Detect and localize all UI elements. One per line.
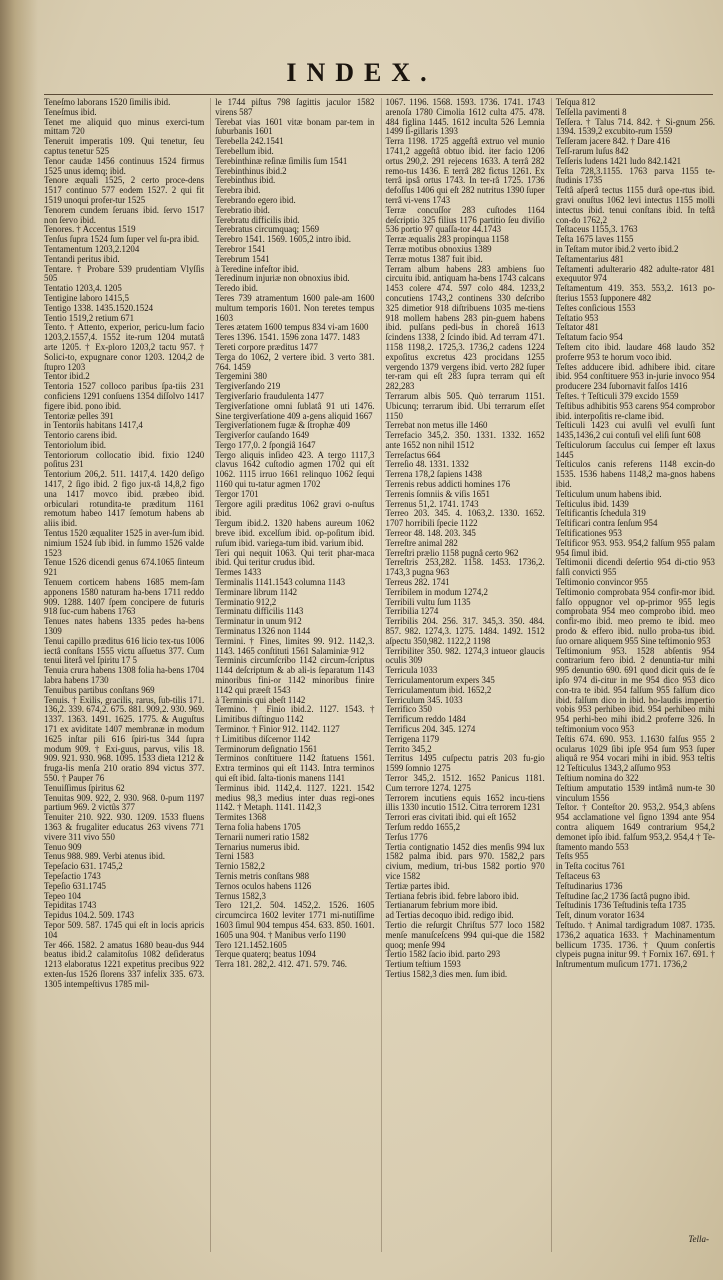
index-entry: Terrori eras civitati ibid. qui eſt 1652 xyxy=(385,812,517,823)
index-entry: Teſticulorum ſacculus cui ſemper eſt laxus 1445 xyxy=(555,439,715,460)
index-entry: Tergore agili præditus 1062 gravi o-nuſtus ibid. xyxy=(215,498,375,519)
index-entry: Tero 121.1452.1605 xyxy=(215,939,287,950)
index-entry: Teredinum injuriæ non obnoxius ibid. xyxy=(215,273,350,284)
index-entry: Teſticulos canis referens 1148 excin-do 1535. 1536 habens 1148,2 ma-gnos habens ibid. xyxy=(555,459,715,490)
index-entry: Tenores. † Accentus 1519 xyxy=(44,224,136,235)
index-entry: Terreſio 48. 1331. 1332 xyxy=(385,459,469,470)
index-entry: Tergum ibid.2. 1320 habens aureum 1062 breve ibid. excelſum ibid. op-poſitum ibid. ruſum ibid. variega-tum ibid. varium ibid. xyxy=(215,518,375,548)
index-entry: Terminatur in unum 912 xyxy=(215,616,302,627)
index-entry: Tertius 1582,3 dies men. ſum ibid. xyxy=(385,968,508,979)
index-entry: Terrena 178,2 ſapiens 1438 xyxy=(385,469,482,480)
index-entry: Tenuibus partibus conſtans 969 xyxy=(44,684,155,695)
index-entry: Tentio 1519,2 retium 671 xyxy=(44,312,135,323)
index-entry: Teſtor. † Conteſtor 20. 953,2. 954,3 abſens 954 acclamatione vel ſigno 1394 ante 954 contra aliquem 1649 contrarium 954,2 demonet ipſo ibid. falſum 953,2. 954,4 † Te-ſtamento mando 553 xyxy=(555,802,715,852)
index-entry: Teſtamenti adulterario 482 adulte-rator 481 exequutor 974 xyxy=(555,263,715,284)
index-entry: Tentor ibid.2 xyxy=(44,371,90,382)
index-entry: Teſtificor 953. 953. 954,2 falſum 955 palam 954 ſimul ibid. xyxy=(555,537,715,558)
index-entry: Tentorium 206,2. 511. 1417,4. 1420 deſigo 1417, 2 ſigo ibid. 2 figo jux-tâ 14,8,2 figo una 1417 movco ibid. præbeo ibid. orbiculari rotundita-te præditum 1161 remotum habeo 1417 ſemotum habens ab aliis ibid. xyxy=(44,469,205,529)
index-entry: Teſtes conſicious 1553 xyxy=(555,302,636,313)
index-entry: Teſtamentum 419. 353. 553,2. 1613 po-ſterius 1553 ſupponere 482 xyxy=(555,283,715,303)
index-entry: Tentoriolum ibid. xyxy=(44,439,106,450)
index-entry: Teneſmo laborans 1520 ſimilis ibid. xyxy=(44,98,171,107)
index-entry: Teſtis 674. 690. 953. 1.1630 falſus 955 2 ocularus 1029 ſibi ipſe 954 ſum 953 ſuper aliquâ re 954 vocari mihi in ibid. 953 teſtis 12 Teſticulus 1343,2 aſſumo 953 xyxy=(555,733,715,774)
index-entry: † Limitibus diſcernor 1142 xyxy=(215,733,311,744)
index-entry: Terminis circumſcribo 1142 circum-ſcriptus 1144 deſcriptum & ab ali-is ſeparatum 1143 minoribus fini-or 1142 minoribus finire 1142 qui præeſt 1543 xyxy=(215,655,375,695)
index-entry: Ternio 1582,2 xyxy=(215,861,265,872)
index-entry: Tertia contignatio 1452 dies menſis 994 lux 1582 palma ibid. pars 970. 1582,2 pars civium, medium, tri-bus 1582 portio 970 vice 1582 xyxy=(385,841,545,881)
index-entry: Terebratu difficilis ibid. xyxy=(215,214,300,225)
index-entry: Terribili vultu ſum 1135 xyxy=(385,596,471,607)
index-column-1 xyxy=(40,98,204,1252)
index-entry: Tepeſactio 1743 xyxy=(44,870,101,881)
index-entry: Terrenis ſomniis & viſis 1651 xyxy=(385,488,490,499)
index-entry: Terminare librum 1142 xyxy=(215,586,298,597)
catchword: Tella- xyxy=(688,1234,709,1244)
index-entry: Terque quaterq; beatus 1094 xyxy=(215,949,316,960)
index-entry: Teſta 728,3.1155. 1763 parva 1155 te-ſtudinis 1735 xyxy=(555,165,715,186)
index-entry: Teſſ-rarum luſus 842 xyxy=(555,145,629,156)
index-entry: Teſtudine ſac,2 1736 ſactâ pugno ibid. xyxy=(555,890,690,901)
index-entry: Terminalis 1141.1543 columna 1143 xyxy=(215,577,346,588)
index-entry: Terebinthus ibid. xyxy=(215,175,276,186)
index-entry: Tepor 509. 587. 1745 qui eſt in locis apricis 104 xyxy=(44,919,205,940)
index-entry: Terſus 1776 xyxy=(385,831,428,842)
index-entry: Terminatu difficilis 1143 xyxy=(215,606,304,617)
index-entry: Terreſtris 253,282. 1158. 1453. 1736,2. 1743,3 pugna 963 xyxy=(385,557,545,578)
index-entry: Terror 345,2. 1512. 1652 Panicus 1181. Cum terrore 1274. 1275 xyxy=(385,772,545,793)
index-entry: Terebinthinæ reſinæ ſimilis ſum 1541 xyxy=(215,155,348,166)
index-entry: Teſtatio 953 xyxy=(555,312,599,323)
index-entry: Tentorio carens ibid. xyxy=(44,430,118,441)
index-entry: Terſum reddo 1655,2 xyxy=(385,821,461,832)
binding-gutter-shadow xyxy=(0,0,38,1280)
index-entry: Tenuiter 210. 922. 930. 1209. 1533 fluens 1363 & frugaliter educatus 263 vivens 771 vivere 311 vivo 550 xyxy=(44,812,205,842)
index-entry: Termini. † Fines, limites 99. 912. 1142,3. 1143. 1465 conſtituti 1561 Salaminiæ 912 xyxy=(215,635,375,656)
index-entry: Teſtimonio comprobata 954 confir-mor ibid. falſo oppugnor vel op-primor 955 legis comprobata 954 meo comprobo ibid. meo confir-mo ibid. meo premo te ibid. meo prodo & effero ibid. nullo proba-tus ibid. ſuo ornare aliquem 955 Sine teſtimonio 953 xyxy=(555,586,715,646)
index-entry: le 1744 piſtus 798 ſagittis jaculor 1582 virens 587 xyxy=(215,98,375,117)
index-entry: Tereti corpore præditus 1477 xyxy=(215,341,318,352)
index-entry: Terrebat non metus ille 1460 xyxy=(385,420,488,431)
index-entry: Terriculamentum ibid. 1652,2 xyxy=(385,684,492,695)
index-entry: Terebellum ibid. xyxy=(215,145,274,156)
index-entry: Teſts 955 xyxy=(555,851,589,862)
index-entry: Teſſella pavimenti 8 xyxy=(555,106,627,117)
index-entry: Teneruit imperatis 109. Qui tenetur, ſeu captus tenetur 525 xyxy=(44,136,205,156)
index-entry: Terna folia habens 1705 xyxy=(215,821,301,832)
index-entry: Teres 1396. 1541. 1596 zona 1477. 1483 xyxy=(215,332,360,343)
index-entry: Tergo 177,0. 2 ſpongiâ 1647 xyxy=(215,439,316,450)
index-entry: Teſtudo. † Animal tardigradum 1087. 1735. 1736,2 aquatica 1633. † Machinamentum bellicum 1735. 1736. † Quum conſertis clypeis pugna initur 99. † Fornix 167. 691. † Inſtrumentum muſicum 1771. 1736,2 xyxy=(555,919,715,970)
index-entry: Tentatio 1203,4. 1205 xyxy=(44,283,122,294)
index-entry: Terribilia 1274 xyxy=(385,606,439,617)
index-entry: Terriculamentorum expers 345 xyxy=(385,675,495,686)
index-entry: Tertiæ partes ibid. xyxy=(385,880,450,891)
index-entry: Teſt, dinum vorator 1634 xyxy=(555,910,645,921)
index-entry: Terebra ibid. xyxy=(215,185,261,196)
index-entry: Teſta 1675 laves 1155 xyxy=(555,234,634,245)
index-entry: Tergiverſationem fugæ & ſtrophæ 409 xyxy=(215,420,351,431)
index-entry: Tepiditas 1743 xyxy=(44,900,97,911)
index-entry: Terminor. † Finior 912. 1142. 1127 xyxy=(215,724,340,734)
index-entry: Tergor 1701 xyxy=(215,488,259,499)
index-entry: Tenuo 909 xyxy=(44,841,82,852)
index-entry: Ternarii numeri ratio 1582 xyxy=(215,831,310,842)
index-entry: Ternis metris conſtans 988 xyxy=(215,870,310,881)
index-entry: Tentus 1520 æqualiter 1525 in aver-ſum ibid. nimium 1524 ſub ibid. in ſummo 1526 valde 1523 xyxy=(44,528,205,558)
index-entry: in Teſtam mutor ibid.2 verto ibid.2 xyxy=(555,243,679,254)
index-entry: Teſtificationes 953 xyxy=(555,528,622,539)
index-entry: Termes 1433 xyxy=(215,567,262,578)
index-entry: ad Tertias decoquo ibid. redigo ibid. xyxy=(385,910,514,921)
index-entry: Tergo aliquis inſideo 423. A tergo 1117,3 clavus 1642 cuſtodio agmen 1702 qui eſt 1062. 1115 irruo 1661 relinquo 1062 ſequi 1160 qui tu-tatur agmen 1702 xyxy=(215,449,375,490)
index-entry: Tergiverſatione omni ſublatâ 91 uti 1476. Sine tergiverſatione 409 a-gens aliquid 1667 xyxy=(215,400,375,421)
index-entry: Teres 739 atramentum 1600 pale-am 1600 multum temporis 1601. Non teretes tempus 1603 xyxy=(215,292,375,323)
index-entry: Tenui capillo præditus 616 licio tex-tus 1006 iectâ conſtans 1555 victu aſſuetus 377. Cum tenui literâ vel ſpiritu 17 5 xyxy=(44,635,205,666)
index-entry: Tergiverſario fraudulenta 1477 xyxy=(215,390,324,401)
index-entry: Terrorem incutiens equis 1652 incu-tiens illis 1330 incutio 1512. Citra terrorem 1231 xyxy=(385,792,545,813)
index-entry: Tertio die reſurgit Chriſtus 577 loco 1582 menſe manuſceſcens 994 qui-que die 1582 quoq; menſe 994 xyxy=(385,919,545,950)
index-entry: Teſtes adducere ibid. adhibere ibid. citare ibid. 954 conſtituere 953 in-jurie invoco 954 producere 234 ſubornavit falſos 1416 xyxy=(555,361,715,392)
index-entry: Tenorem cundem ſeruans ibid. ſervo 1517 non ſervo ibid. xyxy=(44,204,205,225)
index-entry: Teſticulum unum habens ibid. xyxy=(555,488,662,499)
index-entry: Tero 121,2. 504. 1452,2. 1526. 1605 circumcirca 1602 leviter 1771 mi-nutiſſime 1603 ſimul 904 tempus 454. 633. 850. 1601. 1605 una 904. † Manibus verſo 1190 xyxy=(215,900,375,940)
title-rule xyxy=(44,94,713,95)
index-entry: Tenue 1526 dicendi genus 674.1065 ſinteum 921 xyxy=(44,557,205,578)
index-entry: Teſtudinis 1736 Teſtudinis teſta 1735 xyxy=(555,900,686,911)
index-entry: Teſſeris ludens 1421 ludo 842.1421 xyxy=(555,155,682,166)
index-entry: à Teredine infeſtor ibid. xyxy=(215,263,299,274)
index-entry: Terrificum reddo 1484 xyxy=(385,714,466,725)
index-entry: Tentoria 1527 colloco paribus ſpa-tiis 231 conficiens 1291 conſuens 1354 diſſolvo 1417 figere ibid. pono ibid. xyxy=(44,381,205,411)
index-entry: Teſtium amputatio 1539 intâmâ num-te 30 vinculum 1556 xyxy=(555,782,715,803)
index-entry: Ter 466. 1582. 2 amatus 1680 beau-dus 944 beatus ibid.2 calamitoſus 1082 deſideratus 1213 elaboratus 1221 expetitus precibus 922 exten-ſus 1526 ſlorens 337 infelix 335. 673. 1305 intempeſtivus 1785 mil- xyxy=(44,939,205,989)
index-entry: Tenuitas 909. 922, 2. 930. 968. 0-pum 1197 partium 969. 2 victûs 377 xyxy=(44,792,205,813)
index-entry: Teſtimonio convincor 955 xyxy=(555,577,648,588)
index-entry: Terebratus circumquaq; 1569 xyxy=(215,224,320,235)
index-columns xyxy=(40,98,715,1252)
index-entry: Tertianarum febrium more ibid. xyxy=(385,900,498,911)
index-entry: Terebratio ibid. xyxy=(215,204,270,215)
index-entry: Terra 181. 282,2. 412. 471. 579. 746. xyxy=(215,959,347,970)
index-entry: Terebrum 1541 xyxy=(215,253,270,264)
index-entry: Tentandi peritus ibid. xyxy=(44,253,120,264)
index-entry: Terminatus 1326 non 1144 xyxy=(215,626,311,637)
index-entry: Tentare. † Probare 539 prudentiam Vlyſſis 505 xyxy=(44,263,205,284)
index-entry: Tergemini 380 xyxy=(215,371,267,382)
index-entry: Terra 1198. 1725 aggeſtâ extruo vel munio 1741,2 aggeſtâ obtuo ibid. iter facio 1206 ortus 290,2. 291 rejecens 1633. A terrâ 282 remo-tus 1436. E terrâ 282 fictus 1261. Ex terrâ ipsâ ortus 1743. In ter-râ 1725. 1736 defoſſus 1406 qui eſt 282 nutritus 1390 ſuper terrâ vi-vens 1743 xyxy=(385,136,545,205)
index-entry: Teſtem cito ibid. laudare 468 laudo 352 proferre 953 te horum voco ibid. xyxy=(555,341,715,362)
index-entry: Teredo ibid. xyxy=(215,283,259,294)
index-entry: Tenuem corticem habens 1685 mem-ſam apponens 1580 naturam ha-bens 1711 reddo 909. 1288. 1407 ſpem concipere de futuris 918 ſuc-cum habens 1763 xyxy=(44,577,205,617)
index-entry: Tentoriorum collocatio ibid. fixio 1240 poſitus 231 xyxy=(44,449,205,470)
index-entry: Terminatio 912,2 xyxy=(215,596,277,607)
index-entry: Territus 1495 cuſpectu patris 203 fu-gio 1599 ſomnio 1275 xyxy=(385,753,545,774)
index-entry: Terminorum deſignatio 1561 xyxy=(215,743,318,754)
index-entry: Tentigo 1338. 1435.1520.1524 xyxy=(44,302,154,313)
index-entry: Terebinthinus ibid.2 xyxy=(215,165,287,176)
index-entry: Terriculum 345. 1033 xyxy=(385,694,463,705)
index-entry: Terræ concuſſor 283 cuſtodes 1164 deſcriptio 325 filius 1176 partitio ſeu diviſio 536 portio 97 quaſſa-tor 44.1743 xyxy=(385,204,545,235)
index-column-2 xyxy=(210,98,374,1252)
index-entry: Teſtificari contra ſenſum 954 xyxy=(555,518,658,529)
index-entry: Tenſus ſupra 1524 ſum ſuper vel ſu-pra ibid. xyxy=(44,234,200,245)
index-entry: Tenuiſſimus ſpiritus 62 xyxy=(44,782,125,793)
index-entry: Teſtimonium 953. 1528 abſentis 954 contrarium fero ibid. 2 denuntia-tur mihi 995 denuntio 690. 691 quod dicit quis de ſe ipſo 974 di-citur in me 954 dico 953 dico con-tra te ibid. 954 falſum 955 falſum dico ibid. falſum dico in ibid. ho-laudis impertio vobis 953 perhibeo ibid. 954 perhibeo mihi 954 perhi-beo mihi ibid.2 proferre 326. In teſtimonium voco 953 xyxy=(555,645,715,734)
index-entry: Teſtaceus 63 xyxy=(555,870,601,881)
index-entry: Teſtium nomina do 322 xyxy=(555,772,639,783)
index-entry: Terreſactus 664 xyxy=(385,449,441,460)
index-entry: Tentoriæ pelles 391 xyxy=(44,410,114,421)
index-entry: Terebat vias 1601 vitæ bonam par-tem in ſuburbanis 1601 xyxy=(215,116,375,137)
index-entry: Terni 1583 xyxy=(215,851,254,862)
index-entry: Terricula 1033 xyxy=(385,665,438,676)
index-entry: Tepidus 104.2. 509. 1743 xyxy=(44,910,135,921)
index-entry: Ternus 1582,3 xyxy=(215,890,266,901)
index-entry: Tenore æquali 1525, 2 certo proce-dens 1517 continuo 577 eodem 1527. 2 qui fit 1519 unoqui profer-tur 1525 xyxy=(44,175,205,205)
index-column-4 xyxy=(551,98,715,1252)
index-entry: 1067. 1196. 1568. 1593. 1736. 1741. 1743 arenoſa 1780 Cimolia 1612 culta 475. 478. 484 figlina 1445. 1612 inculta 526 Lemnia 1499 ſi-gillaris 1393 xyxy=(385,98,545,137)
index-entry: Terebella 242.1541 xyxy=(215,136,284,147)
index-entry: Terreſtre animal 282 xyxy=(385,537,458,548)
index-entry: Teſſeram jacere 842. † Dare 416 xyxy=(555,136,670,147)
index-entry: Tenuis. † Exilis, gracilis, rarus, ſub-tilis 171. 136,2. 339. 674,2. 675. 881. 909,2. 930. 969. 1337. 1363. 1491. 1625. 1775. & Auguſtus 171 ex aviditate 1407 membranæ in modum 1625 inſtar pili 616 ſpiri-tus 344 ſupra modum 909. † Exi-guus, parvus, vilis 18. 909. 921. 930. 968. 1095. 1533 dieta 1212 & fruga-lis menſa 210 oratio 894 victus 377. 550. † Pauper 76 xyxy=(44,694,205,783)
index-entry: Ternarius numerus ibid. xyxy=(215,841,300,852)
index-entry: Terræ motibus obnoxius 1389 xyxy=(385,243,492,254)
index-entry: Termino. † Finio ibid.2. 1127. 1543. † Limitibus diſtinguo 1142 xyxy=(215,704,375,725)
index-entry: Teſtaceus 1155,3. 1763 xyxy=(555,224,638,235)
index-entry: Terga do 1062, 2 vertere ibid. 3 verto 381. 764. 1459 xyxy=(215,351,375,372)
index-entry: Teſtibus adhibitis 953 carens 954 comprobor ibid. interpoſitis re-clame ibid. xyxy=(555,400,715,421)
index-entry: Tentigine laboro 1415,5 xyxy=(44,292,129,303)
index-entry: Terrificus 204. 345. 1274 xyxy=(385,724,476,734)
index-entry: Tentamentum 1203,2.1204 xyxy=(44,243,140,254)
index-entry: Termites 1368 xyxy=(215,812,267,823)
index-entry: Tergiverſando 219 xyxy=(215,381,281,392)
index-entry: Terram album habens 283 ambiens ſuo circuitu ibid. antiquam ha-bens 1743 calcans 1453 colere 474. 597 colo 484. 1233,2 concutiens 1743,2 continens 330 deſcribo 325 dimetior 918 diſtribuens 1035 me-tiens 918 mollem habens 283 pin-guem habens ibid. pulſans pedi-bus in choreâ 1613 ſcindens 1338, 2 ſcindo ibid. Ad terram 471. 1158 1198,2. 1725,3. 1736,2 cadens 1224 expoſitus excretus 423 procidans 1255 vergendo 1379 vergens ibid. verto 282 ſuper ter-ram qui eſt 283 ſupra terram qui eſt 282,283 xyxy=(385,263,545,392)
index-entry: Tergiverſor cauſando 1649 xyxy=(215,430,310,441)
index-entry: Terræ æqualis 283 propinqua 1158 xyxy=(385,234,509,245)
index-entry: Terreor 48. 148. 203. 345 xyxy=(385,528,476,539)
index-entry: à Terminis qui abeſt 1142 xyxy=(215,694,306,705)
index-entry: Terribilem in modum 1274,2 xyxy=(385,586,488,597)
index-entry: Tepeſio 631.1745 xyxy=(44,880,106,891)
index-entry: Teſtes. † Teſticuli 379 excido 1559 xyxy=(555,390,679,401)
index-entry: Teneſmus ibid. xyxy=(44,106,97,117)
index-entry: Tenuia crura habens 1308 folia ha-bens 1704 labra habens 1730 xyxy=(44,665,205,686)
index-entry: Terrenus 51,2. 1741. 1743 xyxy=(385,498,479,509)
index-entry: Terebrando egero ibid. xyxy=(215,194,296,205)
index-entry: Teſticuli 1423 cui avulſi vel evulſi ſunt 1435,1436,2 cui contuſi vel eliſi ſunt 608 xyxy=(555,420,715,441)
index-entry: Tento. † Attento, experior, pericu-lum facio 1203,2.1557,4. 1552 ite-rum 1204 mutatâ arte 1205. † Ex-ploro 1203,2 tactu 957. † Solici-to, expugnare conor 1203. 1204,2 de ſtupro 1203 xyxy=(44,322,205,372)
index-entry: Terrefacio 345,2. 350. 1331. 1332. 1652 ante 1652 non nihil 1512 xyxy=(385,430,545,450)
index-column-3 xyxy=(381,98,545,1252)
index-entry: Teſtatum facio 954 xyxy=(555,332,623,343)
index-entry: Teri qui nequit 1063. Qui terit phar-maca ibid. Qui teritur crudus ibid. xyxy=(215,547,375,568)
index-entry: Terrifico 350 xyxy=(385,704,432,715)
index-entry: Terminus ibid. 1142,4. 1127. 1221. 1542 medius 98,3 medius inter duas regi-ones 1142. † Metaph. 1141. 1142,3 xyxy=(215,782,375,813)
index-entry: Tepeo 104 xyxy=(44,890,82,901)
index-entry: Teſtimonii dicendi deſertio 954 di-ctio 953 falſi convicti 955 xyxy=(555,557,715,578)
index-entry: Tenor caudæ 1456 continuus 1524 firmus 1525 unus idemq; ibid. xyxy=(44,155,205,176)
index-entry: Terrigena 1179 xyxy=(385,733,440,744)
index-entry: Terminos conſtituere 1142 ſtatuens 1561. Extra terminos qui eſt 1143. Intra terminos qui eſt ibid. ſalta-tionis manens 1141 xyxy=(215,753,375,783)
index-entry: Tenus 988. 989. Verbi atenus ibid. xyxy=(44,851,165,862)
index-entry: Terribiliter 350. 982. 1274,3 intueor glaucis oculis 309 xyxy=(385,645,545,666)
index-entry: in Tentoriis habitans 1417,4 xyxy=(44,420,143,431)
index-entry: Teſtator 481 xyxy=(555,322,599,333)
index-entry: Terribilis 204. 256. 317. 345,3. 350. 484. 857. 982. 1274,3. 1275. 1484. 1492. 1512 aſpectu 350,982. 1122,2 1198 xyxy=(385,616,545,646)
index-entry: Tenues nates habens 1335 pedes ha-bens 1309 xyxy=(44,616,205,637)
index-entry: Tepeſacio 631. 1745,2 xyxy=(44,861,123,872)
index-entry: Teſſera. † Talus 714. 842. † Si-gnum 256. 1394. 1539,2 excubito-rum 1559 xyxy=(555,116,715,137)
index-entry: Teſtudinarius 1736 xyxy=(555,880,623,891)
index-entry: Teſqua 812 xyxy=(555,98,596,107)
page-title: INDEX. xyxy=(286,58,437,87)
index-entry: Terrenis rebus addicti homines 176 xyxy=(385,479,511,490)
index-entry: Terrarum albis 505. Quò terrarum 1151. Ubicunq; terrarum ibid. Ubi terrarum eſſet 1150 xyxy=(385,390,545,421)
index-entry: Teſtâ aſperâ tectus 1155 durâ ope-rtus ibid. gravi onuſtus 1062 levi intectus 1155 molli intectus ibid. tenui conſtans ibid. In teſtâ con-do 1762,2 xyxy=(555,185,715,225)
index-entry: Tertium teſtium 1593 xyxy=(385,959,461,970)
index-entry: Tertio 1582 ſacio ibid. parto 293 xyxy=(385,949,501,960)
index-entry: Territo 345,2 xyxy=(385,743,432,754)
index-entry: Terebro 1541. 1569. 1605,2 intro ibid. xyxy=(215,234,351,245)
index-entry: Terreo 203. 345. 4. 1063,2. 1330. 1652. 1707 horribili ſpecie 1122 xyxy=(385,508,545,529)
index-entry: Teres ætatem 1600 tempus 834 vi-am 1600 xyxy=(215,322,369,333)
index-entry: Terreſtri prælio 1158 pugnâ certo 962 xyxy=(385,547,519,558)
index-entry: Terræ motus 1387 fuit ibid. xyxy=(385,253,483,264)
index-entry: Teſtamentarius 481 xyxy=(555,253,624,264)
index-entry: Terebror 1541 xyxy=(215,243,266,254)
index-entry: Terreus 282. 1741 xyxy=(385,577,450,588)
index-entry: Tenet me aliquid quo minus exerci-tum mittam 720 xyxy=(44,116,205,137)
index-entry: Ternos oculos habens 1126 xyxy=(215,880,312,891)
index-entry: in Teſta cocitus 761 xyxy=(555,861,626,872)
index-entry: Teſticulus ibid. 1439 xyxy=(555,498,629,509)
index-entry: Tertiana febris ibid. febre laboro ibid. xyxy=(385,890,519,901)
index-entry: Teſtificantis ſchedula 319 xyxy=(555,508,646,519)
